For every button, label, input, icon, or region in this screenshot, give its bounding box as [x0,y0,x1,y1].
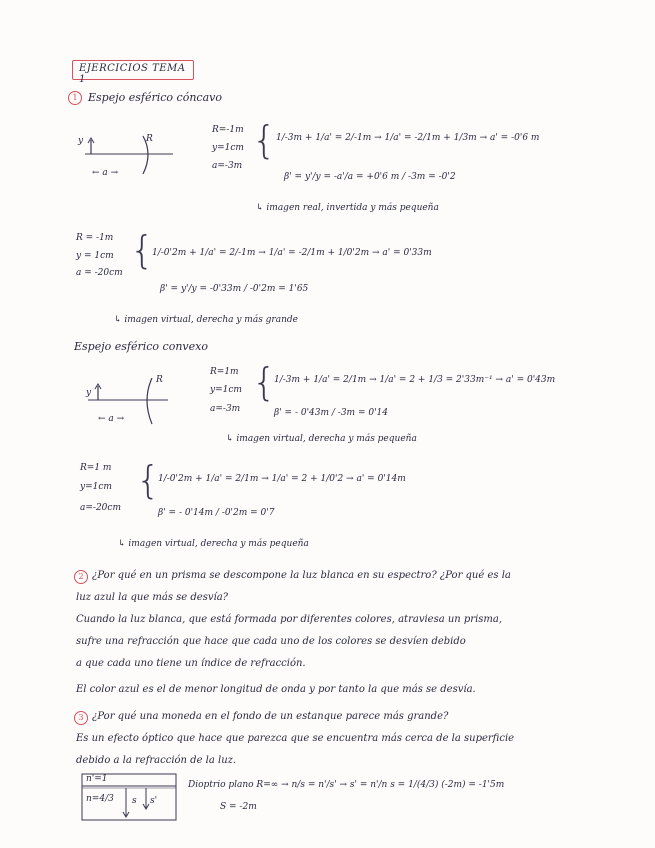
ex2-question-line-1: ¿Por qué en un prisma se descompone la luz blanca en su espectro? ¿Por qué es la [92,570,511,581]
ex1b-equation-1: 1/-0'2m + 1/a' = 2/-1m → 1/a' = -2/1m + 1/0'2m → a' = 0'33m [152,248,432,258]
ex1a-equation-2: β' = y'/y = -a'/a = +0'6 m / -3m = -0'2 [284,172,456,182]
pond-fig-n-prime: n'=1 [86,774,108,784]
page-title: EJERCICIOS TEMA 1 [79,63,186,85]
ex2-answer-line-4: El color azul es el de menor longitud de onda y por tanto la que más se desvía. [76,684,476,695]
convex-heading: Espejo esférico convexo [74,340,208,353]
exercise-1-heading: Espejo esférico cóncavo [88,91,222,104]
ex1c-given-r: R=1m [210,367,239,377]
ex1b-given-a: a = -20cm [76,268,123,278]
concave-fig-a: ← a → [92,168,119,178]
ex2-question-line-2: luz azul la que más se desvía? [76,592,229,603]
ex1c-given-y: y=1cm [210,385,242,395]
ex3-equation: Dioptrio plano R=∞ → n/s = n'/s' → s' = n'/n s = 1/(4/3) (-2m) = -1'5m [188,780,505,790]
ex3-answer-line-2: debido a la refracción de la luz. [76,755,237,766]
ex1d-given-r: R=1 m [80,463,112,473]
pond-fig-n: n=4/3 [86,794,114,804]
ex1a-note: ↳ imagen real, invertida y más pequeña [256,203,439,213]
concave-fig-r: R [146,134,153,144]
ex1a-brace: { [252,118,277,162]
ex1c-equation-2: β' = - 0'43m / -3m = 0'14 [274,408,388,418]
ex1d-brace: { [136,458,161,502]
ex1c-brace: { [252,360,277,404]
title-box [72,60,194,85]
ex1b-given-y: y = 1cm [76,251,114,261]
ex1d-given-y: y=1cm [80,482,112,492]
ex1d-equation-2: β' = - 0'14m / -0'2m = 0'7 [158,508,275,518]
ex1b-note: ↳ imagen virtual, derecha y más grande [114,315,298,325]
ex2-answer-line-2: sufre una refracción que hace que cada uno de los colores se desvíen debido [76,636,466,647]
exercise-2-number: 2 [74,570,88,584]
ex1d-note: ↳ imagen virtual, derecha y más pequeña [118,539,309,549]
ex1c-equation-1: 1/-3m + 1/a' = 2/1m → 1/a' = 2 + 1/3 = 2'33m⁻¹ → a' = 0'43m [274,375,556,385]
convex-fig-y: y [86,388,92,398]
ex1b-brace: { [130,228,155,272]
ex1b-given-r: R = -1m [76,233,114,243]
ex1d-equation-1: 1/-0'2m + 1/a' = 2/1m → 1/a' = 2 + 1/0'2 → a' = 0'14m [158,474,406,484]
ex2-answer-line-1: Cuando la luz blanca, que está formada por diferentes colores, atraviesa un prisma, [76,614,503,625]
ex3-question: ¿Por qué una moneda en el fondo de un estanque parece más grande? [92,711,449,722]
pond-fig-s: s [132,796,137,806]
ex1d-given-a: a=-20cm [80,503,121,513]
convex-fig-a: ← a → [98,414,125,424]
ex1a-equation-1: 1/-3m + 1/a' = 2/-1m → 1/a' = -2/1m + 1/3m → a' = -0'6 m [276,133,540,143]
ex1c-note: ↳ imagen virtual, derecha y más pequeña [226,434,417,444]
exercise-1-number: 1 [68,91,82,105]
convex-fig-r: R [156,375,163,385]
exercise-3-number: 3 [74,711,88,725]
concave-fig-y: y [78,136,84,146]
ex1b-equation-2: β' = y'/y = -0'33m / -0'2m = 1'65 [160,284,309,294]
ex1a-given-y: y=1cm [212,143,244,153]
ex3-answer-line-1: Es un efecto óptico que hace que parezca que se encuentra más cerca de la superficie [76,733,515,744]
ex1a-given-r: R=-1m [212,125,244,135]
ex1a-given-a: a=-3m [212,161,243,171]
ex1c-given-a: a=-3m [210,404,241,414]
ex2-answer-line-3: a que cada uno tiene un índice de refracción. [76,658,306,669]
ex3-s-given: S = -2m [220,802,257,812]
pond-fig-s-prime: s' [150,796,158,806]
